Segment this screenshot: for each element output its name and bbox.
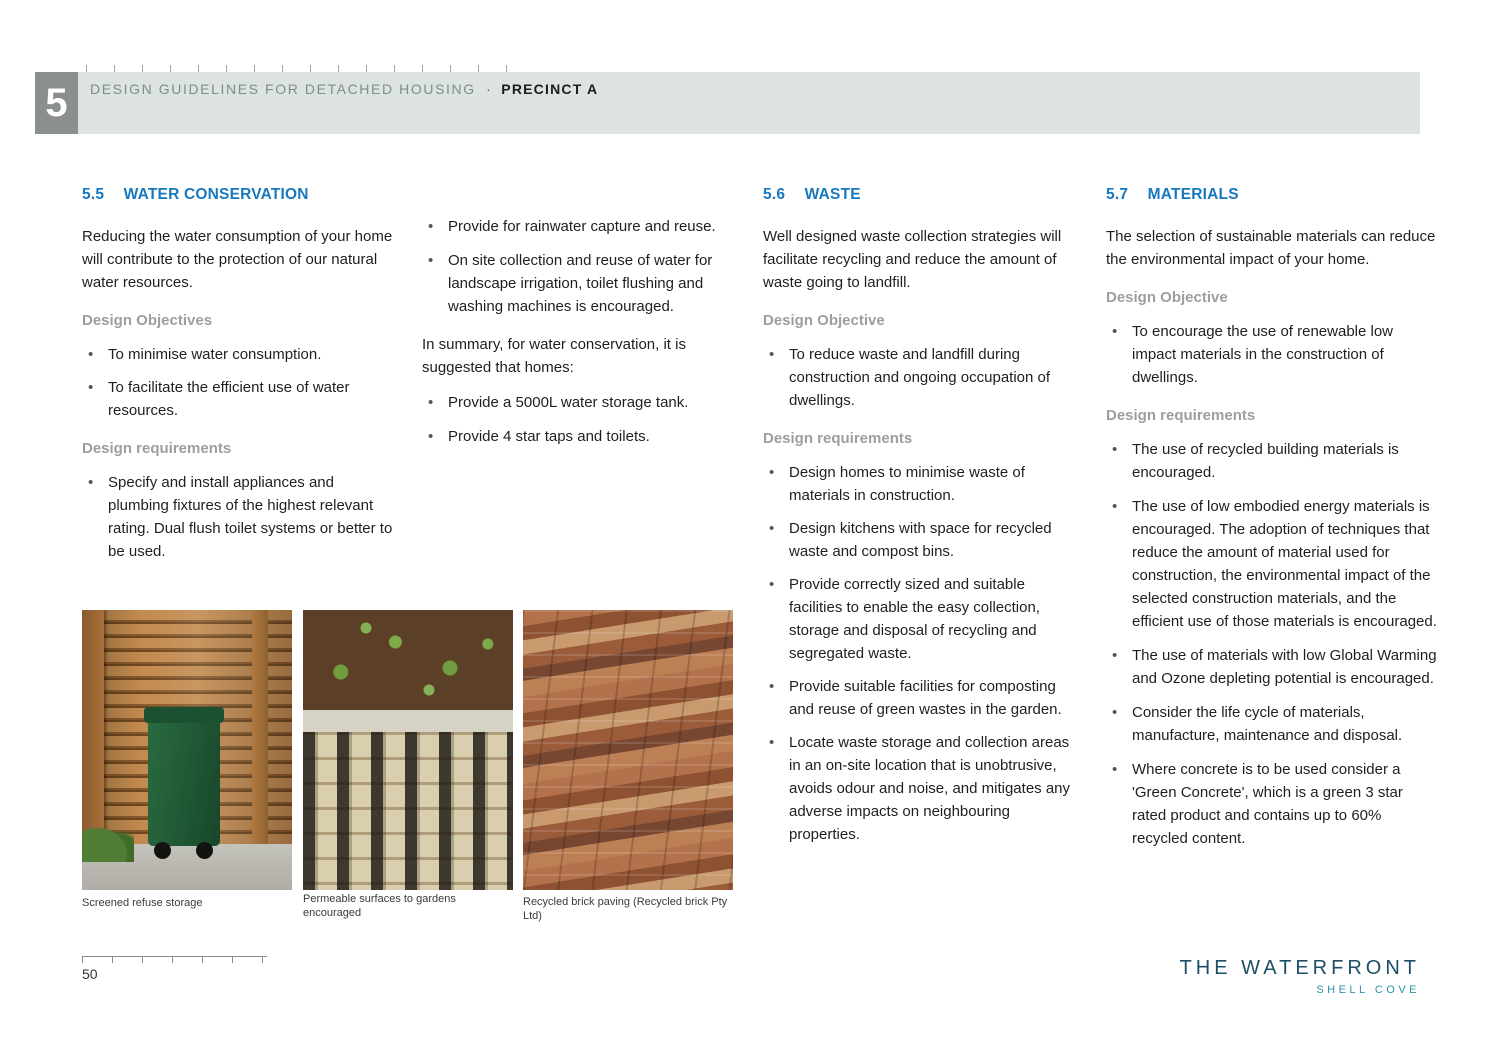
bullet-text: Design homes to minimise waste of materials in construction. xyxy=(789,464,1025,504)
brand-block xyxy=(1180,957,1420,996)
bullet-item xyxy=(763,517,1075,563)
bullet-text: To reduce waste and landfill during construction and ongoing occupation of dwellings. xyxy=(789,346,1051,409)
header-bar xyxy=(78,72,1420,134)
bullet-text: Where concrete is to be used consider a 'Green Concrete', which is a green 3 star rated product and contains up to 60% recycled content. xyxy=(1132,761,1403,847)
bullet-text: Provide suitable facilities for composting and reuse of green wastes in the garden. xyxy=(789,678,1062,718)
materials-requirements-label: Design requirements xyxy=(1106,407,1256,424)
water-intro: Reducing the water consumption of your home will contribute to the protection of our natural water resources. xyxy=(82,228,393,291)
bullet-text: Provide correctly sized and suitable facilities to enable the easy collection, storage and disposal of recycling and segregated waste. xyxy=(789,576,1040,662)
bullet-item xyxy=(82,343,394,366)
bullet-item xyxy=(763,675,1075,721)
section-water-conservation xyxy=(82,183,394,573)
section-heading-number: 5.5 xyxy=(82,186,105,203)
precinct-label: PRECINCT A xyxy=(501,81,599,97)
photo-screened-refuse-storage xyxy=(82,610,292,890)
section-waste xyxy=(763,183,1075,856)
waste-intro: Well designed waste collection strategies will facilitate recycling and reduce the amount of waste going to landfill. xyxy=(763,228,1062,291)
bullet-item xyxy=(82,471,394,563)
section-heading-materials xyxy=(1106,183,1440,206)
bullet-text: To facilitate the efficient use of water resources. xyxy=(108,379,350,419)
bullet-text: Consider the life cycle of materials, manufacture, maintenance and disposal. xyxy=(1132,704,1403,744)
brick-paving xyxy=(523,610,733,890)
bullet-item xyxy=(1106,701,1440,747)
brand-name: THE WATERFRONT xyxy=(1179,957,1420,979)
waste-requirements-label: Design requirements xyxy=(763,430,913,447)
bullet-text: Locate waste storage and collection areas in an on-site location that is unobtrusive, avoids odour and noise, and mitigates any adverse impacts on neighbouring properties. xyxy=(789,734,1071,843)
photo-caption: Screened refuse storage xyxy=(82,897,203,909)
green-wheelie-bin xyxy=(148,718,220,846)
bullet-text: To minimise water consumption. xyxy=(108,346,322,363)
ruler-ticks xyxy=(86,65,532,72)
waste-objective-label: Design Objective xyxy=(763,312,885,329)
header-text xyxy=(78,72,1420,99)
bullet-text: Provide 4 star taps and toilets. xyxy=(448,428,650,445)
brand-subtitle: SHELL COVE xyxy=(1316,984,1420,996)
section-water-conservation-continued xyxy=(422,215,722,459)
water-objectives-label: Design Objectives xyxy=(82,312,213,329)
bullet-text: Provide a 5000L water storage tank. xyxy=(448,394,689,411)
bullet-item xyxy=(422,215,722,238)
grass-patch xyxy=(82,822,134,862)
photo-recycled-brick-paving xyxy=(523,610,733,890)
bullet-text: On site collection and reuse of water for landscape irrigation, toilet flushing and washing machines is encouraged. xyxy=(448,252,713,315)
bullet-item xyxy=(422,391,722,414)
materials-objective-label: Design Objective xyxy=(1106,289,1228,306)
photo-caption: Recycled brick paving (Recycled brick Pty Ltd) xyxy=(523,896,728,922)
water-requirements-label: Design requirements xyxy=(82,440,232,457)
materials-intro: The selection of sustainable materials can reduce the environmental impact of your home. xyxy=(1106,228,1436,268)
water-summary-intro: In summary, for water conservation, it is suggested that homes: xyxy=(422,336,686,376)
bullet-item xyxy=(763,461,1075,507)
bullet-text: The use of recycled building materials is encouraged. xyxy=(1132,441,1399,481)
garden-mulch xyxy=(303,610,513,710)
bullet-item xyxy=(1106,758,1440,850)
section-heading-title: WATER CONSERVATION xyxy=(123,186,309,203)
bullet-text: Design kitchens with space for recycled waste and compost bins. xyxy=(789,520,1052,560)
section-materials xyxy=(1106,183,1440,861)
section-heading-title: MATERIALS xyxy=(1147,186,1239,203)
section-heading-title: WASTE xyxy=(804,186,861,203)
concrete-edge xyxy=(303,710,513,732)
bullet-item xyxy=(1106,438,1440,484)
photo-permeable-surfaces xyxy=(303,610,513,890)
photo-caption: Permeable surfaces to gardens encouraged xyxy=(303,893,456,919)
bullet-item xyxy=(422,425,722,448)
bullet-item xyxy=(763,573,1075,665)
section-number: 5 xyxy=(45,80,68,125)
bullet-item xyxy=(763,343,1075,412)
document-title: DESIGN GUIDELINES FOR DETACHED HOUSING xyxy=(90,81,476,97)
page-number: 50 xyxy=(82,966,98,982)
footer-ruler-ticks xyxy=(82,956,267,963)
bullet-text: To encourage the use of renewable low impact materials in the construction of dwellings. xyxy=(1132,323,1394,386)
section-heading-water xyxy=(82,183,394,206)
bullet-item xyxy=(1106,320,1440,389)
section-heading-waste xyxy=(763,183,1075,206)
permeable-paving xyxy=(303,732,513,890)
bullet-item xyxy=(422,249,722,318)
section-heading-number: 5.6 xyxy=(763,186,786,203)
bullet-text: Specify and install appliances and plumbing fixtures of the highest relevant rating. Dual flush toilet systems or better to be used. xyxy=(108,474,393,560)
bullet-item xyxy=(1106,644,1440,690)
bullet-item xyxy=(82,376,394,422)
bullet-item xyxy=(1106,495,1440,633)
title-separator: · xyxy=(486,81,491,97)
section-number-box xyxy=(35,72,78,134)
bullet-text: Provide for rainwater capture and reuse. xyxy=(448,218,716,235)
bullet-text: The use of low embodied energy materials is encouraged. The adoption of techniques that reduce the amount of material used for construction, the environmental impact of the selected construction materials, and the efficient use of those materials is encouraged. xyxy=(1132,498,1437,630)
section-heading-number: 5.7 xyxy=(1106,186,1129,203)
bullet-text: The use of materials with low Global Warming and Ozone depleting potential is encouraged. xyxy=(1132,647,1437,687)
bullet-item xyxy=(763,731,1075,846)
